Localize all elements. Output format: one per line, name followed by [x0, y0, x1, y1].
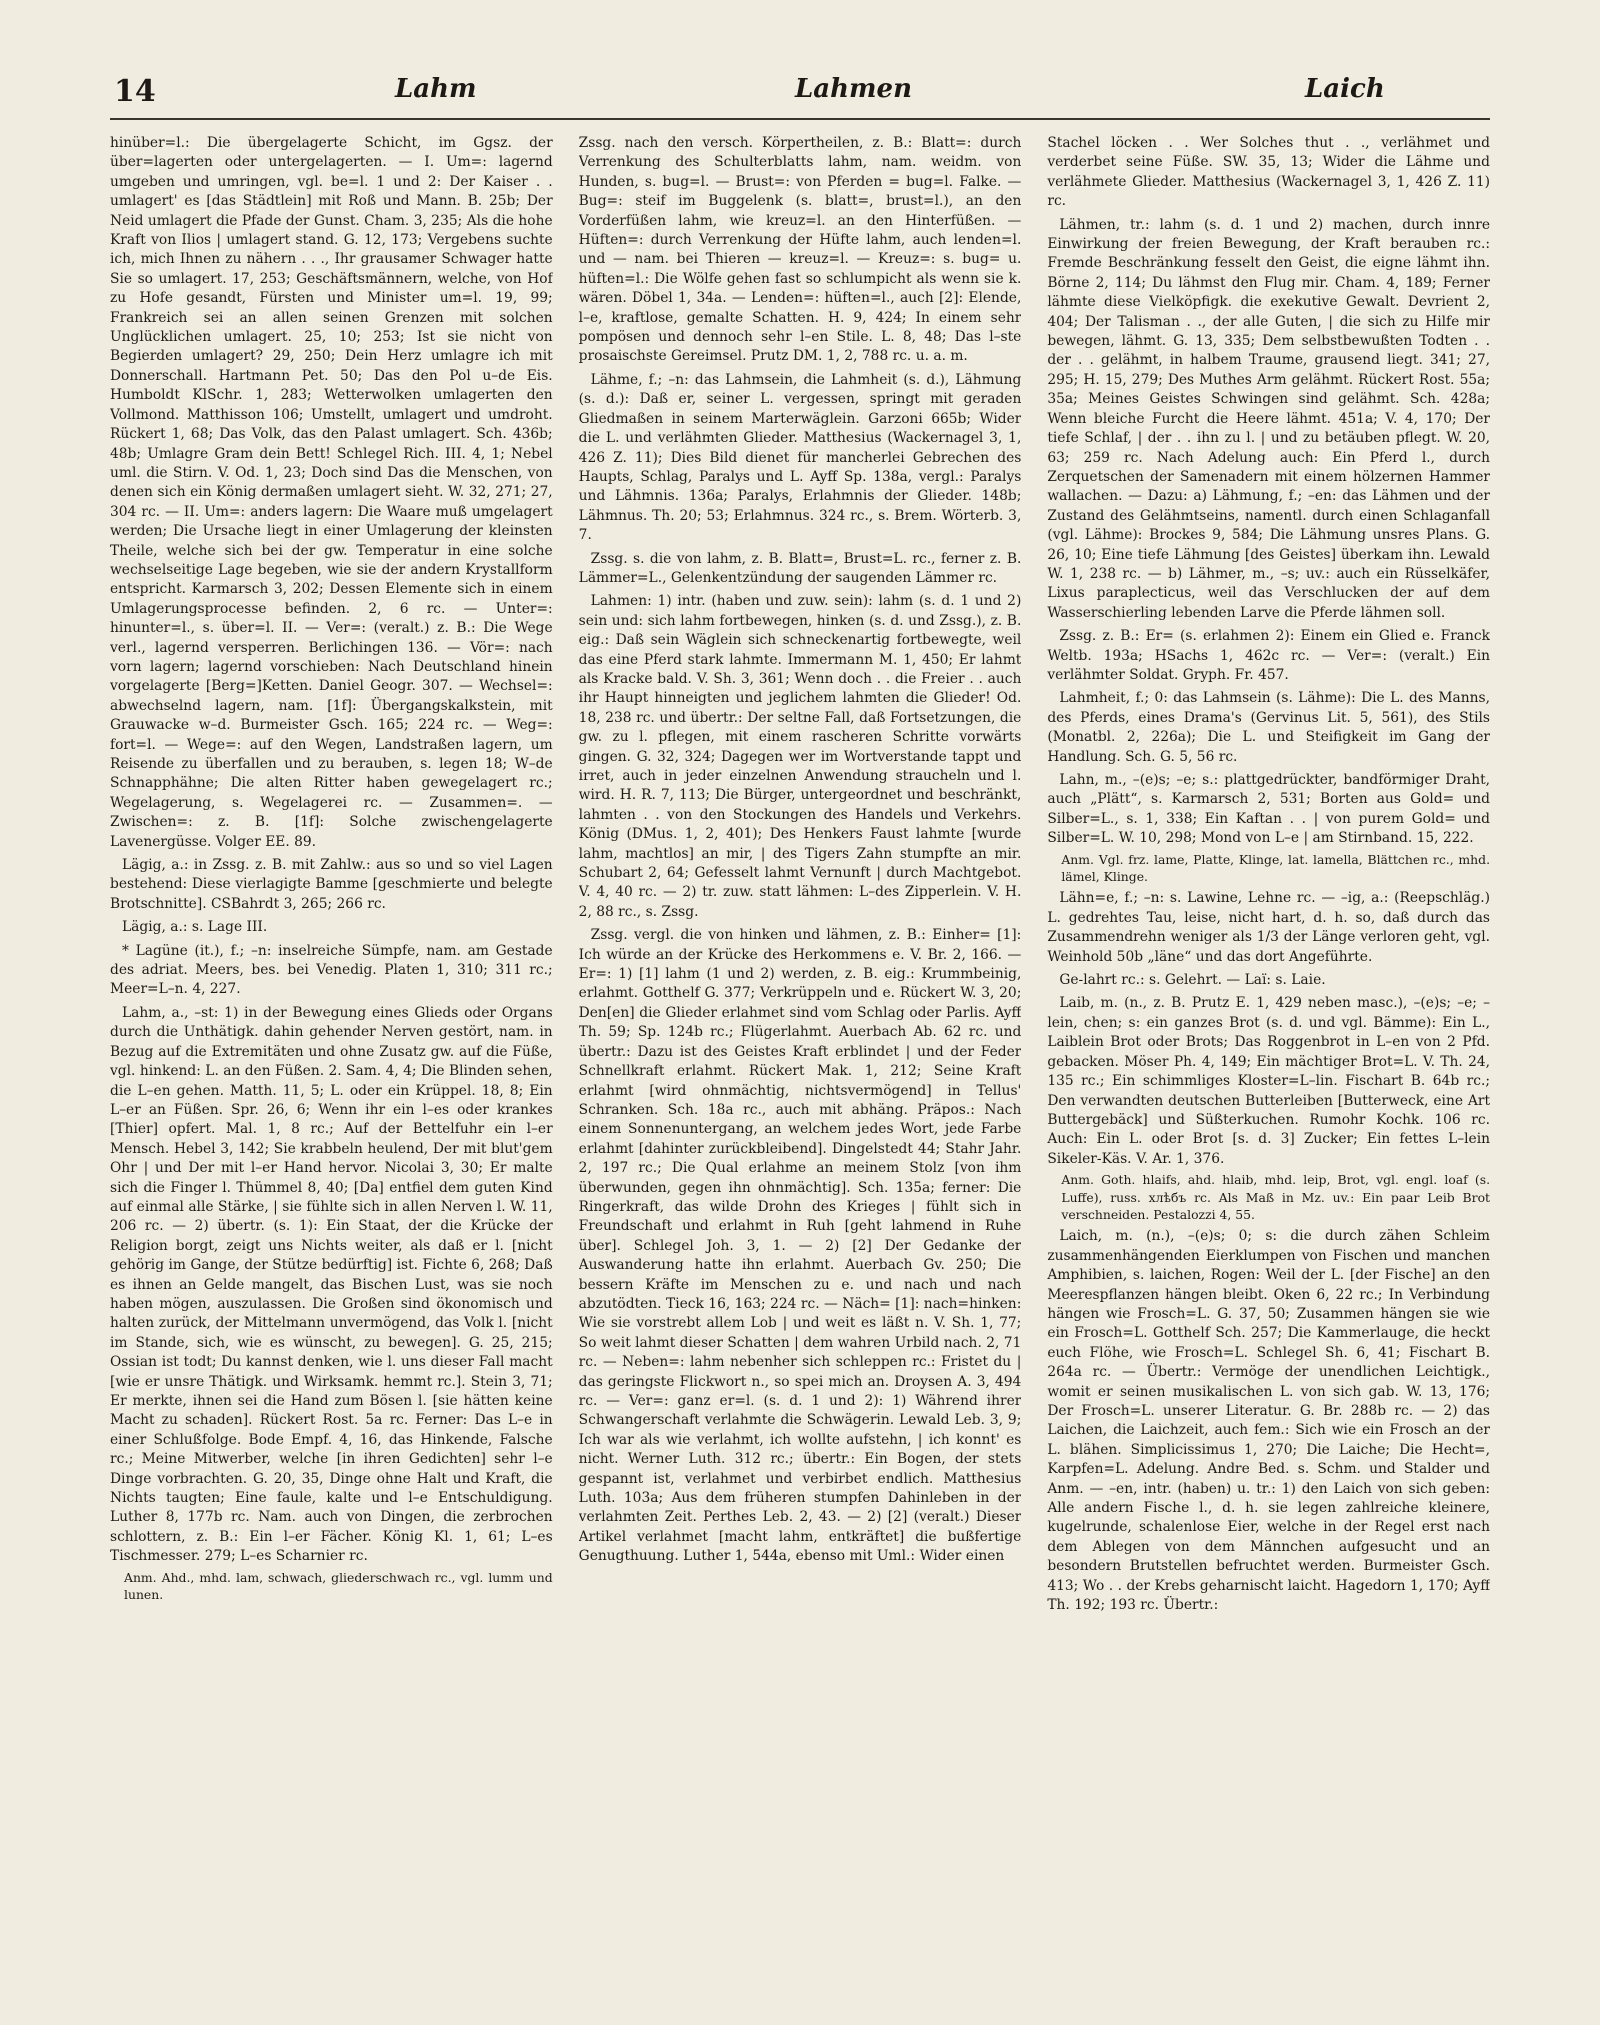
running-header [110, 74, 1490, 120]
entry-paragraph: Stachel löcken . . Wer Solches thut . ., verlähmet und verderbet seine Füße. SW. 35, 13; Wider die Lähme und verlähmete Glieder. Matthesius (Wackernagel 3, 1, 426 Z. 11) rc. [1047, 135, 1491, 210]
entry-paragraph: Lahmheit, f.; 0: das Lahmsein (s. Lähme): Die L. des Manns, des Pferds, eines Drama's (Gervinus Lit. 5, 561), des Stils (Monatbl. 2, 226a); Die L. und Steifigkeit im Gang der Handlung. Sch. G. 5, 56 rc. [1047, 690, 1491, 765]
entry-paragraph: Zssg. s. die von lahm, z. B. Blatt=, Brust=L. rc., ferner z. B. Lämmer=L., Gelenkentzündung der saugenden Lämmer rc. [578, 550, 1022, 586]
note-paragraph: Anm. Goth. hlaifs, ahd. hlaib, mhd. leip, Brot, vgl. engl. loaf (s. Luffe), russ. хлѣбъ rc. Als Maß in Mz. uv.: Ein paar Leib Brot verschneiden. Pestalozzi 4, 55. [1061, 1172, 1491, 1222]
entry-paragraph: Lähn=e, f.; –n: s. Lawine, Lehne rc. — –ig, a.: (Reepschläg.) L. gedrehtes Tau, leise, nicht hart, d. h. so, daß durch das Zusammendrehn weniger als 1/3 der Länge verloren geht, vgl. Weinhold 50b „läne“ und das dort Angeführte. [1047, 890, 1491, 965]
entry-paragraph: Laich, m. (n.), –(e)s; 0; s: die durch zähen Schleim zusammenhängenden Eierklumpen von Fischen und manchen Amphibien, s. laichen, Rogen: Weil der L. [der Fische] an den Meerespflanzen hängen bleibt. Oken 6, 22 rc.; In Verbindung hängen wie Frosch=L. G. 37, 50; Zusammen hängen sie wie ein Frosch=L. Gotthelf Sch. 257; Die Kammerlauge, die heckt euch Flöhe, wie Frosch=L. Schlegel Sh. 6, 41; Fischart B. 264a rc. — Übertr.: Vermöge der unendlichen Leichtigk., womit er seinen musikalischen L. von sich gab. W. 13, 176; Der Frosch=L. unserer Literatur. G. Br. 288b rc. — 2) das Laichen, die Laichzeit, auch fem.: Sich wie ein Frosch an der L. blähen. Simplicissimus 1, 270; Die Laiche; Die Hecht=, Karpfen=L. Adelung. Andre Bed. s. Schm. und Stalder und Anm. — –en, intr. (haben) u. tr.: 1) den Laich von sich geben: Alle andern Fische l., d. h. sie legen zahlreiche kleinere, kugelrunde, schalenlose Eier, welche in der Regel erst nach dem Ablegen von dem Männchen aufgesucht und an besondern Brutstellen befruchtet werden. Burmeister Gsch. 413; Wo . . der Krebs geharnischt laicht. Hagedorn 1, 170; Ayff Th. 192; 193 rc. Übertr.: [1047, 1228, 1491, 1614]
entry-paragraph: Lahm, a., –st: 1) in der Bewegung eines Glieds oder Organs durch die Unthätigk. dahin gehender Nerven gestört, nam. in Bezug auf die Extremitäten und ohne Zusatz gw. auf die Füße, vgl. hinkend: L. an den Füßen. 2. Sam. 4, 4; Die Blinden sehen, die L–en gehen. Matth. 11, 5; L. oder ein Krüppel. 18, 8; Ein L–er an Füßen. Spr. 26, 6; Wenn ihr ein l–es oder krankes [Thier] opfert. Mal. 1, 8 rc.; Auf der Bettelfuhr ein l–er Mensch. Hebel 3, 142; Sie krabbeln heulend, Der mit blut'gem Ohr | und Der mit l–er Hand hervor. Nicolai 3, 30; Er malte sich die Finger l. Thümmel 8, 40; [Da] entfiel dem guten Kind auf einmal alle Stärke, | sie fühlte sich in allen Nerven l. W. 11, 206 rc. — 2) übertr. (s. 1): Ein Staat, der die Krücke der Religion borgt, zeigt uns Nichts weiter, als daß er l. [nicht gehörig im Gange, der Stütze bedürftig] ist. Fichte 6, 268; Daß es ihnen an Gelde mangelt, das Bischen Lust, was sie noch haben mögen, auszulassen. Die Großen sind ökonomisch und halten zurück, der Mittelmann unvermögend, das Volk l. [nicht im Stande, sich, wie es wünscht, zu bewegen]. G. 25, 215; Ossian ist todt; Du kannst denken, wie l. uns dieser Fall macht [wie er unsre Thätigk. und Wirksamk. hemmt rc.]. Stein 3, 71; Er merkte, ihnen sei die Hand zum Bösen l. [sie hätten keine Macht zu schaden]. Rückert Rost. 5a rc. Ferner: Das L–e in einer Schlußfolge. Bode Empf. 4, 16, das Hinkende, Falsche rc.; Meine Mitwerber, welche [in ihren Gedichten] sehr l–e Dinge vorbrachten. G. 20, 35, Dinge ohne Halt und Kraft, die Nichts taugten; Eine faule, kalte und l–e Entschuldigung. Luther 8, 177b rc. Nam. auch von Dingen, die zerbrochen schlottern, z. B.: Ein l–er Fächer. König Kl. 1, 61; L–es Tischmesser. 279; L–es Scharnier rc. [110, 1004, 553, 1565]
column-left [110, 134, 553, 1989]
text-columns [110, 134, 1490, 1989]
header-left-catchword: Lahm [395, 74, 477, 104]
entry-paragraph: Lähme, f.; –n: das Lahmsein, die Lahmheit (s. d.), Lähmung (s. d.): Daß er, seiner L. vergessen, springt mit geraden Gliedmaßen in seinem Marterwäglein. Garzoni 665b; Wider die L. und verlähmten Glieder. Matthesius (Wackernagel 3, 1, 426 Z. 11); Dies Bild dienet für mancherlei Gebrechen des Haupts, Schlag, Paralys und L. Ayff Sp. 138a, vergl.: Paralys und Lähmnis. 136a; Paralys, Erlahmnis der Glieder. 148b; Lähmnus. Th. 20; 53; Erlahmnus. 324 rc., s. Brem. Wörterb. 3, 7. [578, 371, 1022, 544]
header-right-catchword: Laich [1305, 74, 1385, 104]
entry-paragraph: Zssg. nach den versch. Körpertheilen, z. B.: Blatt=: durch Verrenkung des Schulterblatts lahm, nam. weidm. von Hunden, s. bug=l. — Brust=: von Pferden = bug=l. Falke. — Bug=: steif im Buggelenk (s. blatt=, brust=l.), an den Vorderfüßen lahm, wie kreuz=l. an den Hinterfüßen. — Hüften=: durch Verrenkung der Hüfte lahm, auch lenden=l. und — nam. bei Thieren — kreuz=l. — Kreuz=: s. bug= u. hüften=l.: Die Wölfe gehen fast so schlumpicht als wenn sie k. wären. Döbel 1, 34a. — Lenden=: hüften=l., auch [2]: Elende, l–e, kraftlose, gemalte Schatten. H. 9, 424; In einem sehr pompösen und dennoch sehr l–en Stile. L. 8, 48; Das l–ste prosaischste Gereimsel. Prutz DM. 1, 2, 788 rc. u. a. m. [578, 135, 1022, 365]
entry-paragraph: Lähmen, tr.: lahm (s. d. 1 und 2) machen, durch innre Einwirkung der freien Bewegung, der Kraft berauben rc.: Fremde Beschränkung fesselt den Geist, die eigne lähmt ihn. Börne 2, 114; Du lähmst den Flug mir. Cham. 4, 189; Ferner lähmte diese Vielköpfigk. die exekutive Gewalt. Devrient 2, 404; Der Talisman . ., der alle Guten, | die sich zu Hilfe mir bewegen, lähmt. G. 13, 335; Dem selbstbewußten Todten . . der . . gelähmt, in halbem Traume, grausend liegt. 341; 27, 295; H. 15, 279; Des Muthes Arm gelähmt. Rückert Rost. 55a; 35a; Meines Geistes Schwingen sind gelähmt. Sch. 428a; Wenn bleiche Furcht die Heere lähmt. 451a; V. 4, 170; Der tiefe Schlaf, | der . . ihn zu l. | und zu betäuben pflegt. W. 20, 63; 259 rc. Nach Adelung auch: Ein Pferd l., durch Zerquetschen der Samenadern mit einem hölzernen Hammer wallachen. — Dazu: a) Lähmung, f.; –en: das Lähmen und der Zustand des Gelähmtseins, namentl. durch einen Schlaganfall (vgl. Lähme): Brockes 9, 584; Die Lähmung unsres Plans. G. 26, 10; Eine tiefe Lähmung [des Geistes] überkam ihn. Lewald W. 1, 238 rc. — b) Lähmer, m., –s; uv.: auch ein Rüsselkäfer, Lixus paraplecticus, weil das Verschlucken der auf dem Wasserschierling lebenden Larve die Pferde lähmen soll. [1047, 216, 1491, 621]
entry-paragraph: Lägig, a.: in Zssg. z. B. mit Zahlw.: aus so und so viel Lagen bestehend: Diese vierlagigte Bamme [geschmierte und belegte Brotschnitte]. CSBahrdt 3, 265; 266 rc. [110, 857, 553, 912]
entry-paragraph: * Lagüne (it.), f.; –n: inselreiche Sümpfe, nam. am Gestade des adriat. Meers, bes. bei Venedig. Platen 1, 310; 311 rc.; Meer=L–n. 4, 227. [110, 942, 553, 998]
entry-paragraph: Ge-lahrt rc.: s. Gelehrt. — Laï: s. Laie. [1059, 972, 1326, 989]
entry-paragraph: Lägig, a.: s. Lage III. [122, 919, 268, 936]
page-number: 14 [114, 74, 156, 109]
note-paragraph: Anm. Ahd., mhd. lam, schwach, gliederschwach rc., vgl. lumm und lunen. [124, 1569, 553, 1603]
entry-paragraph: Zssg. z. B.: Er= (s. erlahmen 2): Einem ein Glied e. Franck Weltb. 193a; HSachs 1, 462c rc. — Ver=: (veralt.) Ein verlähmter Soldat. Gryph. Fr. 457. [1047, 628, 1491, 683]
entry-paragraph: Zssg. vergl. die von hinken und lähmen, z. B.: Einher= [1]: Ich würde an der Krücke des Herkommens e. V. Br. 2, 166. — Er=: 1) [1] lahm (1 und 2) werden, z. B. eig.: Krummbeinig, erlahmt. Gotthelf G. 377; Verkrüppeln und e. Rückert W. 3, 20; Den[en] die Glieder erlahmet sind vom Schlag oder Parlis. Ayff Th. 59; Sp. 124b rc.; Flügerlahmt. Auerbach Ab. 62 rc. und übertr.: Dazu ist des Geistes Kraft erblindet | und der Feder Schnellkraft erlahmt. Rückert Mak. 1, 212; Seine Kraft erlahmt [wird ohnmächtig, nichtsvermögend] in Tellus' Schranken. Sch. 18a rc., auch mit abhäng. Präpos.: Nach einem Sonnenuntergang, an welchem jedes Wort, jede Farbe erlahmt [dahinter zurückbleibend]. Dingelstedt 44; Stahr Jahr. 2, 197 rc.; Die Qual erlahme an meinem Stolz [von ihm überwunden, gegen ihn ohnmächtig]. Sch. 135a; ferner: Die Ringerkraft, das wilde Drohn des Krieges | fühlt sich in Freundschaft und erlahmt in Ruh [geht lahmend in Ruhe über]. Schlegel Joh. 3, 1. — 2) [2] Der Gedanke der Auswanderung hatte ihn erlahmt. Auerbach Gv. 250; Die bessern Kräfte im Menschen zu e. und nach und nach abzutödten. Tieck 16, 163; 224 rc. — Näch= [1]: nach=hinken: Wie sie vorstrebt allem Lob | und weit es läßt n. V. Sh. 1, 77; So weit lahmt dieser Schatten | dem wahren Urbild nach. 2, 71 rc. — Neben=: lahm nebenher sich schleppen rc.: Fristet du | das geringste Flickwort n., so spei mich an. Droysen A. 3, 494 rc. — Ver=: ganz er=l. (s. d. 1 und 2): 1) Während ihrer Schwangerschaft verlahmte die Schwägerin. Lewald Leb. 3, 9; Ich war als wie verlahmt, ich wollte aufstehn, | ich konnt' es nicht. Werner Luth. 312 rc.; übertr.: Ein Bogen, der stets gespannt ist, verlahmet und verbirbet endlich. Matthesius Luth. 103a; Aus dem früheren stumpfen Dahinleben in der verlahmten Zeit. Perthes Leb. 2, 43. — 2) [2] (veralt.) Dieser Artikel verlahmet [macht lahm, entkräftet] die bußfertige Genugthuung. Luther 1, 544a, ebenso mit Uml.: Wider einen [578, 927, 1022, 1565]
entry-paragraph: Lahmen: 1) intr. (haben und zuw. sein): lahm (s. d. 1 und 2) sein und: sich lahm fortbewegen, hinken (s. d. und Zssg.), z. B. eig.: Daß sein Wäglein sich schneckenartig fortbewegte, weil das eine Pferd stark lahmte. Immermann M. 1, 450; Er lahmt als Kracke bald. V. Sh. 3, 361; Wenn doch . . die Freier . . auch ihr Haupt hinneigten und jeglichem lahmten die Glieder! Od. 18, 238 rc. und übertr.: Der seltne Fall, daß Fortsetzungen, die gw. zu l. pflegen, mit einem rascheren Schritte vorwärts gingen. G. 32, 324; Dagegen wer im Wortverstande tappt und irret, auch in jeder einzelnen Anwendung straucheln und l. wird. H. R. 7, 113; Die Bürger, untergeordnet und beschränkt, lahmten . . von den Stockungen des Handels und Verkehrs. König (DMus. 1, 2, 401); Des Henkers Faust lahmte [wurde lahm, machtlos] an mir, | des Tigers Zahn stumpfte an mir. Schubart 2, 64; Gefesselt lahmt Vernunft | durch Machtgebot. V. 4, 40 rc. — 2) tr. zuw. statt lähmen: L–des Zipperlein. V. H. 2, 88 rc., s. Zssg. [578, 593, 1022, 920]
header-center-catchword: Lahmen [795, 74, 912, 104]
entry-paragraph: Lahn, m., –(e)s; –e; s.: plattgedrückter, bandförmiger Draht, auch „Plätt“, s. Karmarsch 2, 531; Borten aus Gold= und Silber=L., s. 1, 338; Ein Kaftan . . | von purem Gold= und Silber=L. W. 10, 298; Mond von L–e | am Stirnband. 15, 222. [1047, 772, 1491, 847]
note-paragraph: Anm. Vgl. frz. lame, Platte, Klinge, lat. lamella, Blättchen rc., mhd. lämel, Klinge. [1061, 851, 1491, 885]
entry-paragraph: Laib, m. (n., z. B. Prutz E. 1, 429 neben masc.), –(e)s; –e; –lein, chen; s: ein ganzes Brot (s. d. und vgl. Bämme): Ein L., Laiblein Brot oder Brots; Das Roggenbrot in L–en von 2 Pfd. gebacken. Möser Ph. 4, 149; Ein mächtiger Brot=L. V. Th. 24, 135 rc.; Ein schimmliges Kloster=L–lin. Fischart B. 64b rc.; Den verwandten deutschen Butterleiben [Butterweck, eine Art Buttergebäck] und Süßterkuchen. Rumohr Kochk. 106 rc. Auch: Ein L. oder Brot [s. d. 3] Zucker; Ein fettes L–lein Sikeler-Käs. V. Ar. 1, 376. [1047, 995, 1491, 1167]
entry-paragraph: hinüber=l.: Die übergelagerte Schicht, im Ggsz. der über=lagerten oder untergelagerten. — I. Um=: lagernd umgeben und umringen, vgl. be=l. 1 und 2: Der Kaiser . . umlagert' es [das Städtlein] mit Roß und Mann. B. 25b; Der Neid umlagert die Pfade der Gunst. Cham. 3, 235; Als die hohe Kraft von Ilios | umlagert stand. G. 12, 173; Vergebens suchte ich, mich Ihnen zu nähern . . ., Ihr grausamer Schwager hatte Sie so umlagert. 17, 253; Geschäftsmännern, welche, von Hof zu Hofe gesandt, Fürsten und Minister um=l. 19, 99; Frankreich sei an allen seinen Grenzen mit solchen Unglücklichen umlagert. 25, 10; 253; Ist sie nicht von Begierden umlagert? 29, 250; Dein Herz umlagre ich mit Donnerschall. Hartmann Pet. 50; Das den Pol u–de Eis. Humboldt KlSchr. 1, 283; Wetterwolken umlagerten den Vollmond. Matthisson 106; Umstellt, umlagert und umdroht. Rückert 1, 68; Das Volk, das den Palast umlagert. Sch. 436b; 48b; Umlagre Gram dein Bett! Schlegel Rich. III. 4, 1; Nebel uml. die Stirn. V. Od. 1, 23; Doch sind Das die Menschen, von denen sich ein König dermaßen umlagert sieht. W. 32, 271; 27, 304 rc. — II. Um=: anders lagern: Die Waare muß umgelagert werden; Die Ursache liegt in einer Umlagerung der kleinsten Theile, welche sich bei der gw. Temperatur in eine solche wechselseitige Lage begeben, wie sie der andern Krystallform entspricht. Karmarsch 3, 202; Dessen Elemente sich in einem Umlagerungsprocesse befinden. 2, 6 rc. — Unter=: hinunter=l., s. über=l. II. — Ver=: (veralt.) z. B.: Die Wege verl., lagernd versperren. Berlichingen 136. — Vör=: nach vorn lagern; lagernd vorschieben: Nach Deutschland hinein vorgelagerte [Berg=]Ketten. Daniel Geogr. 307. — Wechsel=: abwechselnd lagern, nam. [1f]: Übergangskalkstein, mit Grauwacke w–d. Burmeister Gsch. 165; 224 rc. — Weg=: fort=l. — Wege=: auf den Wegen, Landstraßen lagern, um Reisende zu überfallen und zu berauben, s. legen 18; W–de Schnapphähne; Die alten Ritter haben gewegelagert rc.; Wegelagerung, s. Wegelagerei rc. — Zusammen=. — Zwischen=: z. B. [1f]: Solche zwischengelagerte Lavenergüsse. Volger EE. 89. [110, 135, 553, 850]
column-middle [579, 134, 1022, 1989]
column-right [1047, 134, 1490, 1989]
